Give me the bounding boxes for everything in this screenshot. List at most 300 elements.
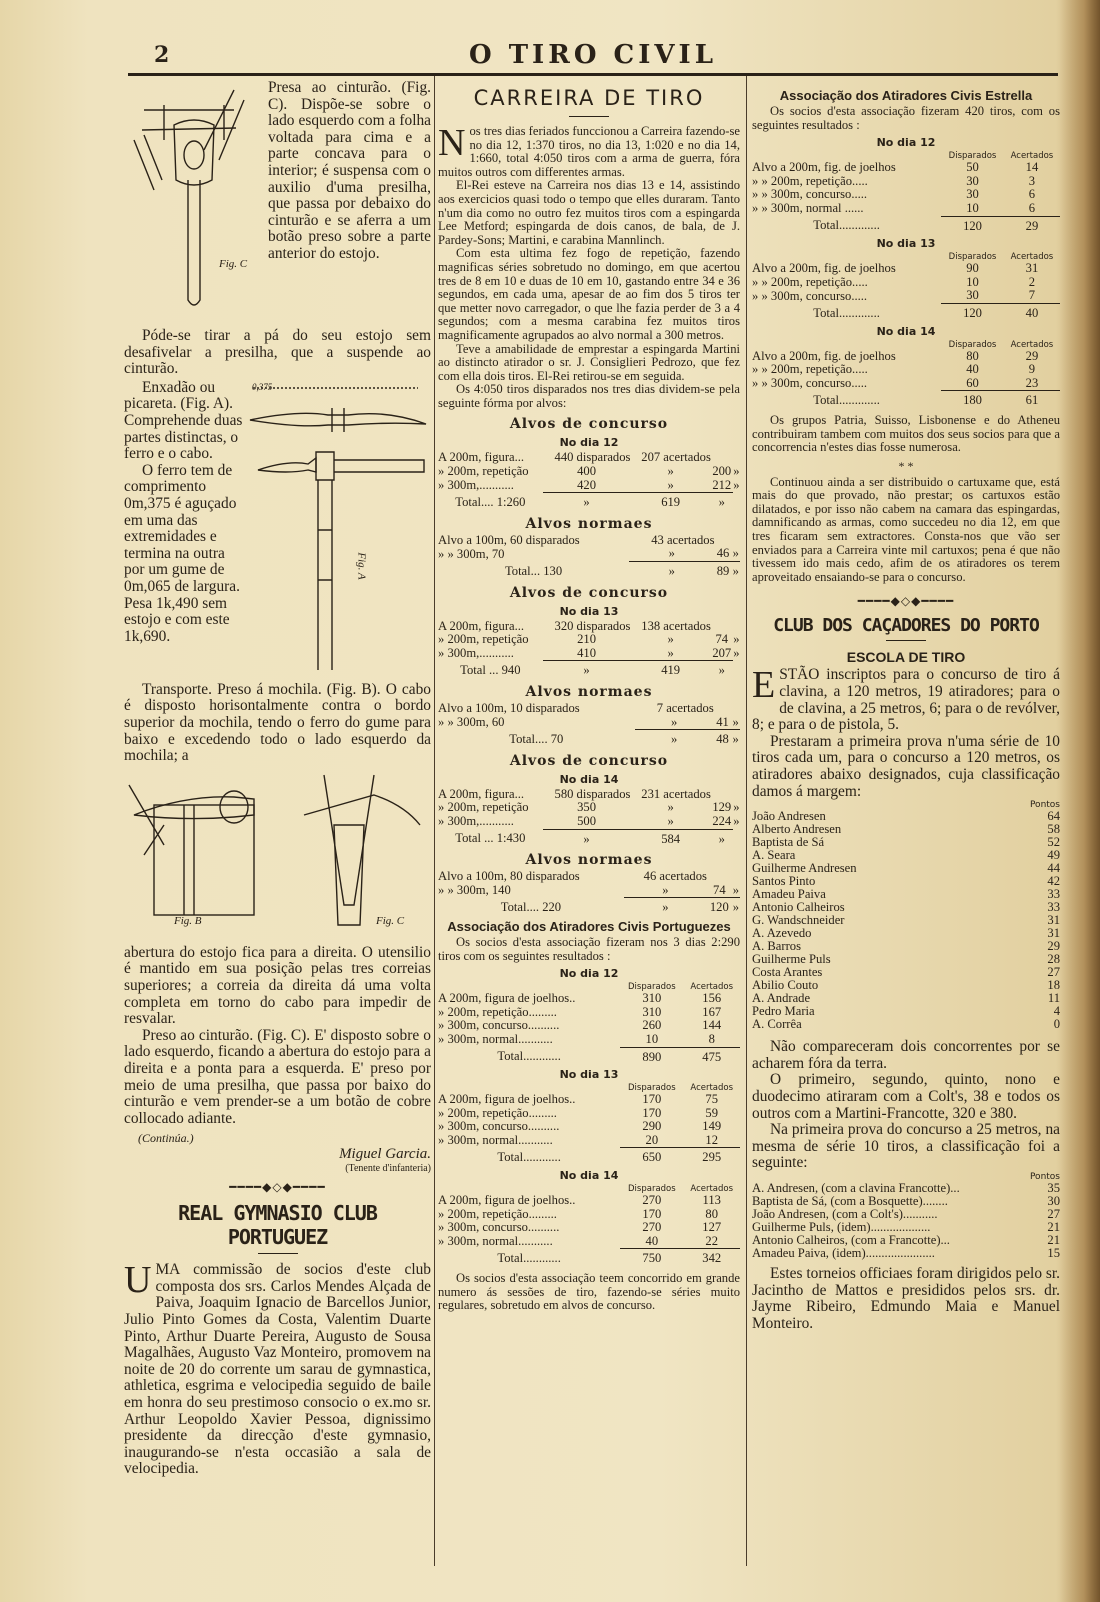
- table-cell: » » 300m, concurso.....: [752, 375, 868, 390]
- table-cell: 212: [712, 477, 732, 492]
- ranking-name: A. Andresen, (com a clavina Francotte)...: [752, 1180, 960, 1195]
- table-cell: Total.............: [813, 218, 880, 233]
- ranking-points: 52: [1047, 835, 1060, 850]
- table-cell: »: [667, 464, 674, 479]
- ranking-row: [752, 836, 1060, 849]
- table-total-row: [438, 562, 740, 579]
- table-total-row: [438, 493, 740, 510]
- carreira-p3: Com esta ultima fez fogo de repetição, fazendo magnificas séries sobretudo no domingo, em que acertou tres de 8 em 10 e duas de 10 em 10, gastando entre 34 e 36 segundos, em cada uma, apesar de ao fim dos 5 tiros ter que metter novo carregador, o que lhe fazia perder de 3 a 4 segundos; com a mesma carabina fez muitos tiros magnificamente agrupados ao alvo normal a 300 metros.: [438, 246, 740, 342]
- table-total-row: [438, 898, 740, 915]
- table-cell: »: [668, 546, 675, 561]
- day-heading: No dia 14: [559, 1169, 619, 1183]
- ranking-name: Santos Pinto: [752, 874, 816, 889]
- fig-a-caption: Fig. A: [355, 552, 368, 580]
- table-row: [438, 884, 740, 898]
- table-cell: 30: [966, 288, 979, 303]
- table-cell: 14: [1025, 160, 1039, 175]
- table-cell: » 200m, repetição.........: [438, 1105, 557, 1120]
- ranking-name: Costa Arantes: [752, 965, 823, 980]
- table-cell: 295: [683, 1148, 740, 1165]
- table-cell: 210: [577, 632, 596, 647]
- table-cell: » » 200m, repetição.....: [752, 362, 868, 377]
- table-cell: 7 acertados: [656, 701, 714, 715]
- fig-a-text: [124, 380, 244, 680]
- club-cacadores-title: CLUB DOS CAÇADORES DO PORTO: [773, 615, 1039, 637]
- carreira-p1: [438, 122, 740, 179]
- ranking-row: [752, 1221, 1060, 1234]
- table-row: [438, 1208, 740, 1222]
- table-cell: 231 acertados: [641, 786, 711, 801]
- ranking-points: 44: [1047, 861, 1060, 876]
- ranking-name: Baptista de Sá, (com a Bosquette)........: [752, 1193, 948, 1208]
- masthead: O TIRO CIVIL: [469, 40, 717, 70]
- table-cell: 580 disparados: [554, 786, 631, 801]
- table-cell: » 200m, repetição: [438, 632, 529, 647]
- ranking-row: [752, 1182, 1060, 1195]
- table-cell: »: [732, 714, 739, 729]
- table-cell: A 200m, figura de joelhos..: [438, 991, 576, 1006]
- ranking-row: [752, 1234, 1060, 1247]
- club-p2: Prestaram a primeira prova n'uma série de 10 tiros cada um, para o concurso a 120 metros, os atiradores abaixo designados, cuja classificação damos á margem:: [752, 732, 1060, 800]
- ranking-points: 33: [1047, 887, 1060, 902]
- club-p6: Estes torneios officiaes foram dirigidos pelo sr. Jacintho de Mattos e presididos pelos srs. dr. Jayme Ribeiro, Edmundo Maia e Manuel Monteiro.: [752, 1264, 1060, 1332]
- title-rule: [258, 1253, 298, 1254]
- table-row: [438, 815, 740, 829]
- table-cell: » » 300m, normal ......: [752, 201, 864, 216]
- table-cell: »: [733, 646, 740, 661]
- table-cell: 200: [712, 464, 732, 479]
- table-cell: 310: [642, 1004, 662, 1019]
- table-cell: A 200m, figura...: [438, 786, 525, 801]
- assoc-portuguezes-tables: [438, 967, 740, 1266]
- table-cell: 8: [708, 1031, 715, 1046]
- table-cell: »: [667, 632, 674, 647]
- ranking-name: A. Andrade: [752, 991, 811, 1006]
- table-cell: 80: [705, 1206, 719, 1221]
- table-cell: 10: [966, 274, 979, 289]
- table-row: [752, 202, 1060, 216]
- table-cell: Total ... 1:430: [455, 831, 526, 846]
- table-cell: 74: [713, 882, 726, 897]
- table-row: [438, 534, 740, 548]
- carreira-p5: Os 4:050 tiros disparados nos tres dias dividem-se pela seguinte fórma por alvos:: [438, 382, 740, 410]
- table-header-cell: Disparados: [628, 1184, 676, 1195]
- alvos-heading: Alvos normaes: [525, 684, 653, 700]
- ranking-name: Amadeu Paiva, (idem)......................: [752, 1245, 935, 1260]
- table-row: [752, 276, 1060, 290]
- paragraph-pode-tirar: Póde-se tirar a pá do seu estojo sem desafivelar a presilha, que a suspende ao cinturão.: [124, 327, 431, 378]
- club-p1-text: STÃO inscriptos para o concurso de tiro á clavina, a 120 metros, 19 atiradores; para o de clavina, a 25 metros, 6; para o de revólver, 8; e para o de pistola, 5.: [752, 666, 1060, 734]
- day-heading: No dia 14: [876, 324, 936, 338]
- table-cell: Alvo a 100m, 60 disparados: [438, 532, 580, 547]
- table-row: [752, 363, 1060, 377]
- table-cell: Alvo a 100m, 80 disparados: [438, 869, 580, 884]
- header-rule: [128, 73, 1058, 74]
- ranking-points: 49: [1047, 848, 1060, 863]
- table-total-row: [752, 391, 1060, 408]
- ranking-name: Amadeu Paiva: [752, 887, 826, 902]
- table-row: [438, 647, 740, 661]
- table-cell: 342: [683, 1249, 740, 1266]
- real-gymnasio-title: REAL GYMNASIO CLUB PORTUGUEZ: [178, 1201, 377, 1250]
- table-cell: 350: [577, 800, 596, 815]
- table-total-row: [752, 303, 1060, 320]
- table-cell: »: [635, 730, 714, 747]
- ranking-points: 21: [1047, 1219, 1060, 1234]
- ranking-name: A. Barros: [752, 939, 801, 954]
- stats-table: [438, 870, 740, 915]
- table-cell: »: [671, 714, 678, 729]
- table-row: [438, 1221, 740, 1235]
- title-rule: [886, 640, 926, 641]
- table-cell: 40: [645, 1233, 659, 1248]
- ranking-row: [752, 1247, 1060, 1260]
- ranking-name: Pedro Maria: [752, 1004, 815, 1019]
- escola-tiro-heading: ESCOLA DE TIRO: [846, 649, 966, 666]
- fig-c-caption-bottom: Fig. C: [376, 914, 405, 927]
- table-cell: 149: [702, 1119, 722, 1134]
- ranking-25m: [752, 1182, 1060, 1260]
- table-cell: Alvo a 100m, 10 disparados: [438, 701, 580, 715]
- stats-table: [438, 702, 740, 747]
- ranking-name: João Andresen, (com a Colt's)...........: [752, 1206, 938, 1221]
- alvos-heading: Alvos normaes: [525, 515, 653, 532]
- table-header-cell: Acertados: [1010, 252, 1054, 263]
- table-cell: 270: [642, 1193, 662, 1208]
- alvos-heading: Alvos normaes: [525, 852, 653, 869]
- paragraph-preso-cinturao: Preso ao cinturão. (Fig. C). E' disposto sobre o lado esquerdo, ficando a abertura do estojo para a direita e a ponta para a esquerda. E' preso por meio de uma presilha, que passa por baixo do cinturão e vem prender-se a um botão de cobre collocado adiante.: [124, 1026, 431, 1127]
- table-cell: 440 disparados: [554, 450, 631, 465]
- table-cell: »: [732, 882, 739, 897]
- pontos-header-2: Pontos: [1029, 1171, 1060, 1182]
- table-total-row: [438, 661, 740, 678]
- table-cell: »: [667, 813, 674, 828]
- table-cell: 30: [966, 187, 979, 202]
- table-cell: »: [711, 493, 733, 510]
- table-cell: 43 acertados: [651, 532, 715, 547]
- table-cell: »: [733, 477, 740, 492]
- table-header-cell: Disparados: [628, 982, 676, 993]
- fig-c-illustration: [124, 80, 264, 328]
- table-cell: » 200m, repetição: [438, 464, 529, 479]
- ranking-points: 4: [1053, 1004, 1060, 1019]
- table-header-cell: Disparados: [948, 339, 997, 350]
- table-cell: 127: [702, 1220, 722, 1235]
- alvos-tables: [438, 416, 740, 914]
- ranking-points: 31: [1047, 926, 1060, 941]
- column-divider: [434, 76, 435, 1566]
- estrella-intro: Os socios d'esta associação fizeram 420 tiros, com os seguintes resultados :: [752, 104, 1060, 132]
- asterism: * *: [898, 458, 914, 473]
- table-cell: 50: [966, 160, 979, 175]
- table-row: [438, 633, 740, 647]
- table-header-cell: Disparados: [628, 1083, 676, 1094]
- table-cell: 74: [715, 632, 729, 647]
- column-divider: [746, 76, 747, 1566]
- table-cell: 80: [966, 348, 979, 363]
- table-cell: Total............: [497, 1049, 561, 1064]
- table-row: [438, 788, 740, 802]
- table-cell: Alvo a 200m, fig. de joelhos: [752, 261, 896, 276]
- table-cell: 46 acertados: [643, 869, 707, 884]
- title-rule: [569, 116, 609, 117]
- table-cell: 6: [1028, 200, 1036, 215]
- stats-table: [752, 252, 1060, 320]
- dropcap-n: N: [438, 122, 466, 164]
- table-header-cell: Acertados: [1010, 339, 1054, 350]
- table-cell: » » 300m, 70: [438, 546, 505, 561]
- table-row: [438, 1235, 740, 1249]
- table-cell: »: [662, 882, 669, 897]
- ranking-name: João Andresen: [752, 809, 826, 824]
- paragraph-enxadao: Enxadão ou picareta. (Fig. A). Comprehende duas partes distinctas, o ferro e o cabo.: [124, 378, 243, 463]
- ranking-name: A. Seara: [752, 848, 796, 863]
- table-cell: »: [667, 477, 674, 492]
- table-cell: »: [711, 829, 733, 846]
- table-row: [752, 289, 1060, 303]
- table-cell: » 200m, repetição: [438, 800, 529, 815]
- table-cell: 410: [577, 645, 596, 660]
- ranking-points: 0: [1053, 1017, 1060, 1032]
- ranking-row: [752, 1208, 1060, 1221]
- table-header-cell: Acertados: [1010, 151, 1054, 162]
- table-cell: 170: [642, 1105, 662, 1120]
- ranking-name: Guilherme Puls, (idem)...................: [752, 1219, 931, 1234]
- table-cell: 23: [1025, 375, 1039, 390]
- ranking-name: A. Azevedo: [752, 926, 812, 941]
- assoc-portuguezes-end: Os socios d'esta associação teem concorrido em grande numero ás sessões de tiro, fazendo-se séries muito regulares, sobretudo em alvos de concurso.: [438, 1271, 740, 1313]
- table-cell: 180: [941, 391, 1004, 408]
- table-cell: 750: [620, 1249, 683, 1266]
- table-cell: Total............: [497, 1150, 561, 1165]
- table-row: [752, 262, 1060, 276]
- author-rank: (Tenente d'infanteria): [345, 1163, 431, 1175]
- day-heading: No dia 13: [559, 604, 619, 618]
- table-cell: 29: [1004, 216, 1060, 233]
- table-cell: » 300m, concurso..........: [438, 1119, 560, 1134]
- ranking-name: G. Wandschneider: [752, 913, 845, 928]
- ranking-points: 11: [1047, 991, 1060, 1006]
- stats-table: [752, 340, 1060, 408]
- day-heading: No dia 12: [876, 136, 936, 150]
- table-cell: Total.............: [813, 393, 880, 408]
- table-cell: 475: [683, 1047, 740, 1064]
- table-cell: »: [733, 814, 740, 829]
- stats-table: [438, 982, 740, 1064]
- ranking-name: Guilherme Puls: [752, 952, 831, 967]
- ranking-name: Guilherme Andresen: [752, 861, 857, 876]
- table-cell: A 200m, figura...: [438, 450, 525, 465]
- ranking-points: 27: [1047, 1206, 1060, 1221]
- ranking-row: [752, 1018, 1060, 1031]
- table-row: [438, 465, 740, 479]
- table-cell: » 300m, concurso..........: [438, 1220, 560, 1235]
- table-row: [752, 175, 1060, 189]
- table-cell: 310: [642, 991, 662, 1006]
- table-cell: 584: [630, 829, 710, 846]
- club-p3: Não compareceram dois concorrentes por se acharem fóra da terra.: [752, 1038, 1060, 1072]
- cartuxame-paragraph: Continuou ainda a ser distribuido o cartuxame que, está mais do que provado, não prestar; os cartuxos estão dilatados, e por isso não cabem na camara das espingardas, damnificando as armas, como succedeu no dia 12, em que tres ficaram sem extractores. Consta-nos que vão ser enviados para a Carreira vinte mil cartuxos; pena é que não tivessem ido mais cedo, afim de os atiradores os terem aproveitado ensaiando-se para o concurso.: [752, 474, 1060, 584]
- table-cell: 40: [966, 362, 979, 377]
- day-heading: No dia 13: [876, 237, 936, 251]
- ranking-points: 30: [1047, 1193, 1060, 1208]
- table-cell: 170: [642, 1092, 662, 1107]
- page-edge-shadow: [1060, 0, 1100, 1602]
- table-cell: »: [624, 898, 707, 915]
- table-row: [438, 620, 740, 634]
- table-cell: Alvo a 200m, fig. de joelhos: [752, 348, 896, 363]
- table-cell: » » 200m, repetição.....: [752, 173, 868, 188]
- table-row: [752, 350, 1060, 364]
- table-row: [438, 716, 740, 730]
- table-cell: » » 300m, concurso.....: [752, 187, 868, 202]
- table-cell: 59: [705, 1105, 719, 1120]
- assoc-portuguezes-title: Associação dos Atiradores Civis Portuguezes: [447, 918, 731, 934]
- table-cell: 120: [707, 898, 732, 915]
- table-cell: »: [543, 661, 631, 678]
- ranking-name: Antonio Calheiros, (com a Francotte)...: [752, 1232, 950, 1247]
- spade-on-belt-drawing: [124, 80, 264, 328]
- table-cell: 207: [712, 645, 732, 660]
- table-row: [438, 1107, 740, 1121]
- paragraph-abertura: abertura do estojo fica para a direita. O utensilio é mantido em sua posição pelas tres correias superiores; a correia da direita dá uma volta completa em torno do cabo para impedir de resvalar.: [124, 943, 431, 1028]
- carreira-p1-text: os tres dias feriados funccionou a Carreira fazendo-se no dia 12, 1:370 tiros, no dia 13, 1:020 e no dia 14, 1:660, total 4:050 tiros com a arma de guerra, fóra muitos outros com differentes armas.: [438, 124, 740, 179]
- table-row: [438, 1194, 740, 1208]
- table-cell: 90: [966, 261, 979, 276]
- ranking-name: A. Corrêa: [752, 1017, 802, 1032]
- table-cell: 10: [645, 1031, 659, 1046]
- estrella-title: Associação dos Atiradores Civis Estrella: [779, 88, 1033, 103]
- club-p5: Na primeira prova do concurso a 25 metros, na mesma de série 10 tiros, a classificação foi a seguinte:: [752, 1121, 1060, 1172]
- table-cell: » 300m, normal...........: [438, 1133, 553, 1148]
- table-cell: » 300m, concurso..........: [438, 1018, 560, 1033]
- club-p4: O primeiro, segundo, quinto, nono e duodecimo atiraram com a Colt's, 38 e todos os outros com a Martini-Francotte, 320 e 380.: [752, 1071, 1060, 1122]
- table-cell: 7: [1028, 288, 1036, 303]
- ranking-points: 27: [1047, 965, 1060, 980]
- table-cell: 22: [705, 1233, 719, 1248]
- paragraph-transporte: Transporte. Preso á mochila. (Fig. B). O cabo é disposto horisontalmente contra o bordo superior da mochila, tendo o ferro do gume para baixo e excedendo todo o lado esquerdo da mochila; a: [124, 680, 431, 765]
- table-row: [438, 1006, 740, 1020]
- carreira-p2: El-Rei esteve na Carreira nos dias 13 e 14, assistindo aos exercicios quasi todo o tempo que elles duraram. Tanto n'um dia como no outro fez muitos tiros com a espingarda Lee Metford; espingarda de dois canos, de bala, de J. Pardey-Sons; Martini, e carabina Mannlinch.: [438, 178, 740, 247]
- table-row: [438, 870, 740, 884]
- table-cell: 113: [702, 1193, 721, 1208]
- fig-a-dimension: 0,375: [252, 381, 273, 392]
- table-cell: 29: [1025, 348, 1039, 363]
- table-row: [438, 1019, 740, 1033]
- dropcap-u: U: [124, 1259, 152, 1302]
- table-cell: 41: [716, 714, 729, 729]
- table-cell: Total ... 940: [460, 663, 521, 678]
- table-cell: 89: [715, 562, 732, 579]
- ranking-row: [752, 1195, 1060, 1208]
- ranking-points: 21: [1047, 1232, 1060, 1247]
- page-number: 2: [154, 42, 170, 68]
- grupos-paragraph: Os grupos Patria, Suisso, Lisbonense e do Atheneu contribuiram tambem com muitos dos seus socios para que a concorrencia n'estes dias fosse numerosa.: [752, 412, 1060, 455]
- table-cell: 260: [642, 1018, 662, 1033]
- table-row: [752, 161, 1060, 175]
- table-cell: 129: [712, 800, 732, 815]
- stats-table: [438, 451, 740, 509]
- table-header-cell: Acertados: [690, 982, 734, 993]
- table-cell: 31: [1025, 261, 1039, 276]
- table-cell: A 200m, figura de joelhos..: [438, 1193, 576, 1208]
- table-cell: » 300m,...........: [438, 477, 514, 492]
- table-cell: »: [731, 562, 740, 579]
- table-total-row: [438, 1047, 740, 1064]
- table-cell: 290: [642, 1119, 662, 1134]
- table-cell: 61: [1004, 391, 1060, 408]
- table-cell: » » 300m, concurso.....: [752, 288, 868, 303]
- column-middle: [438, 80, 740, 1313]
- table-total-row: [752, 216, 1060, 233]
- column-left: [124, 80, 431, 1478]
- table-row: [438, 547, 740, 561]
- ranking-points: 42: [1047, 874, 1060, 889]
- fig-a-block: [124, 380, 431, 680]
- table-total-row: [438, 829, 740, 846]
- table-cell: » 300m, normal...........: [438, 1234, 553, 1249]
- table-cell: »: [629, 562, 714, 579]
- day-heading: No dia 14: [559, 772, 619, 786]
- stats-table: [438, 1083, 740, 1165]
- real-gymnasio-body: MA commissão de socios d'este club composta dos srs. Carlos Mendes Alçada de Paiva, Joaquim Ignacio de Barcellos Junior, Julio Pinto Gomes da Costa, Valentim Duarte Pinto, Arthur Duarte Pereira, Augusto de Sousa Magalhães, Augusto Vaz Monteiro, promovem na noite de 20 do corrente um sarau de gymnastica, athletica, esgrima e velocipedia seguido de baile em honra do seu prestimoso consocio o ex.mo sr. Arthur Leopoldo Xavier Pessoa, dignissimo presidente da direcção d'este gymnasio, inaugurando-se n'esta occasião a sala de velocipedia.: [124, 1261, 431, 1478]
- table-cell: Total.... 70: [509, 731, 564, 746]
- ranking-points: 28: [1047, 952, 1060, 967]
- alvos-heading: Alvos de concurso: [509, 584, 669, 601]
- day-heading: No dia 13: [559, 1068, 619, 1082]
- table-cell: »: [733, 632, 740, 647]
- table-cell: 120: [941, 303, 1004, 320]
- table-total-row: [438, 1148, 740, 1165]
- table-cell: 156: [702, 991, 722, 1006]
- table-cell: » 200m, repetição.........: [438, 1004, 557, 1019]
- table-row: [438, 992, 740, 1006]
- table-cell: » 300m,...........: [438, 646, 514, 661]
- author-signature: Miguel Garcia.: [339, 1146, 431, 1163]
- ranking-points: 58: [1047, 822, 1060, 837]
- table-row: [438, 801, 740, 815]
- ranking-points: 15: [1047, 1245, 1060, 1260]
- table-cell: »: [731, 730, 740, 747]
- table-cell: 10: [966, 200, 979, 215]
- table-cell: 207 acertados: [641, 450, 711, 465]
- table-cell: Total............: [497, 1251, 561, 1266]
- pontos-header: Pontos: [1029, 800, 1060, 811]
- table-cell: 320 disparados: [554, 618, 631, 633]
- stats-table: [438, 620, 740, 678]
- table-cell: Total.............: [813, 305, 880, 320]
- club-p1: [752, 664, 1060, 734]
- ranking-name: Baptista de Sá: [752, 835, 825, 850]
- paragraph-ferro: O ferro tem de comprimento 0m,375 é aguçado em uma das extremidades e termina na outra por um gume de 0m,065 de largura. Pesa 1k,490 sem estojo e com este 1k,690.: [124, 461, 240, 645]
- table-cell: 40: [1004, 303, 1060, 320]
- table-cell: 20: [645, 1132, 659, 1147]
- dropcap-e: E: [752, 664, 776, 707]
- table-cell: 12: [705, 1132, 719, 1147]
- table-cell: 167: [702, 1004, 722, 1019]
- day-heading: No dia 12: [559, 967, 619, 981]
- fig-c-caption: Fig. C: [219, 258, 248, 270]
- table-cell: »: [667, 800, 674, 815]
- table-cell: 650: [620, 1148, 683, 1165]
- table-cell: 270: [642, 1220, 662, 1235]
- table-header-cell: Disparados: [948, 151, 997, 162]
- table-cell: Alvo a 200m, fig. de joelhos: [752, 160, 896, 175]
- table-cell: 400: [577, 464, 596, 479]
- table-cell: 170: [642, 1206, 662, 1221]
- table-cell: 890: [620, 1047, 683, 1064]
- table-cell: 420: [577, 477, 596, 492]
